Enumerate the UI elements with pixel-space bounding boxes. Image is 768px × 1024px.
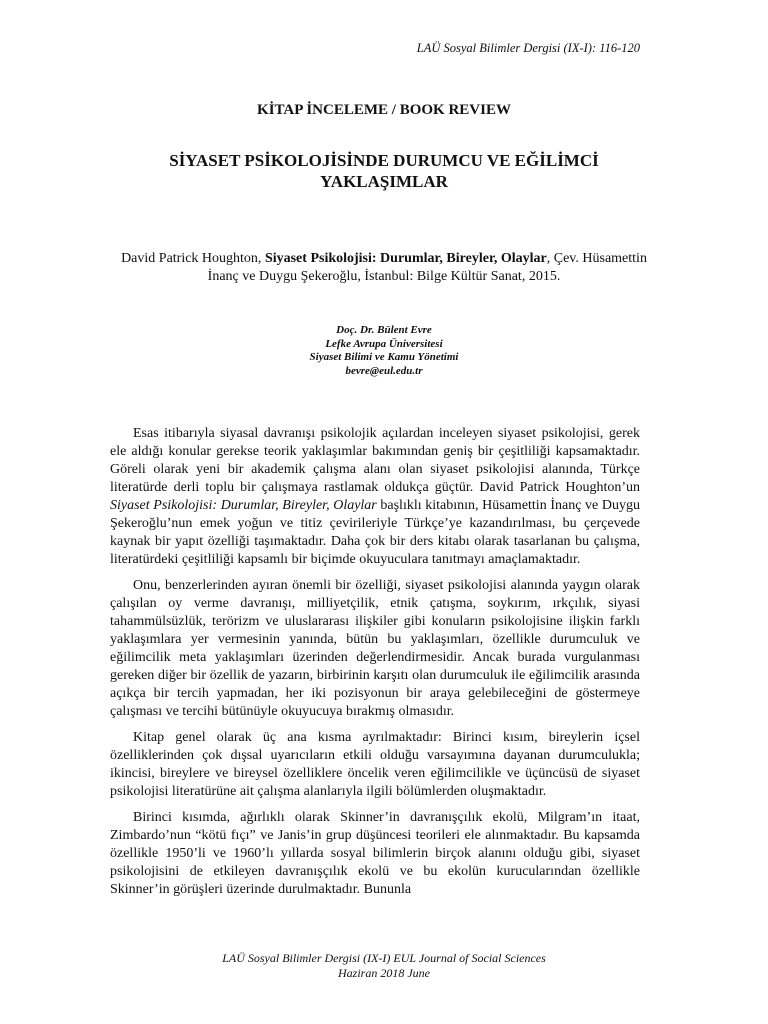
footer-journal: LAÜ Sosyal Bilimler Dergisi (IX-I) EUL Journal of Social Sciences [222,951,546,965]
reviewer-university: Lefke Avrupa Üniversitesi [325,337,443,350]
paragraph-4: Birinci kısımda, ağırlıklı olarak Skinner’in davranışçılık ekolü, Milgram’ın itaat, Zimbardo’nun “kötü fıçı” ve Janis’in grup düşüncesi teorileri ele alınmaktadır. Bu kapsamda özellikle 1950’li ve 1960’lı yıllarda sosyal bilimlerin birçok alanını olduğu gibi, siyaset psikolojisini de etkileyen davranışçılık ekolü ve bu ekolün kurucularından özellikle Skinner’in görüşleri üzerinde durulmaktadır. Bununla [110,810,640,897]
reviewer-department: Siyaset Bilimi ve Kamu Yönetimi [309,351,459,363]
journal-reference: LAÜ Sosyal Bilimler Dergisi (IX-I): 116-120 [416,41,640,55]
paragraph-1-part-b: başlıklı kitabının, Hüsamettin İnanç ve Duygu Şekeroğlu’nun emek yoğun ve titiz çevirileriyle Türkçe’ye kazandırılması, bu çerçevede kaynak bir yapıt özelliği taşımaktadır. Daha çok bir ders kitabı olarak tasarlanan bu çalışma, literatürdeki çeşitliliği kapsamlı bir biçimde okuyuculara tanıtmayı amaçlamaktadır. [110,498,641,567]
paragraph-1-book-title: Siyaset Psikolojisi: Durumlar, Bireyler, Olaylar [110,498,377,513]
article-title [120,150,648,192]
page-footer [0,951,768,981]
paragraph-3: Kitap genel olarak üç ana kısma ayrılmaktadır: Birinci kısım, bireylerin içsel özelliklerinden çok dışsal uyarıcıların etkili olduğu varsayımına dayanan durumculukla; ikincisi, bireylere ve bireysel özelliklere öncelik veren eğilimcilikle ve üçüncüsü de siyaset psikolojisi literatürüne ait çalışma alanlarıyla ilgili bölümlerden oluşmaktadır. [110,730,640,799]
reviewer-name: Doç. Dr. Bülent Evre [336,324,432,336]
footer-date: Haziran 2018 June [338,966,430,980]
title-line-1: SİYASET PSİKOLOJİSİNDE DURUMCU VE EĞİLİMCİ [169,151,599,170]
title-line-2: YAKLAŞIMLAR [320,172,448,191]
citation-author: David Patrick Houghton, [121,251,265,266]
reviewer-email: bevre@eul.edu.tr [345,364,423,377]
citation-details: , Çev. Hüsamettin İnanç ve Duygu Şekeroğlu, İstanbul: Bilge Kültür Sanat, 2015. [207,251,647,284]
book-citation [108,250,660,286]
reviewer-block [0,324,768,378]
paragraph-2: Onu, benzerlerinden ayıran önemli bir özelliği, siyaset psikolojisi alanında yaygın olarak çalışılan oy verme davranışı, milliyetçilik, etnik çatışma, soykırım, ırkçılık, siyasi tahammülsüzlük, terörizm ve uluslararası ilişkiler gibi konuların psikolojisine ilişkin farklı yaklaşımlara yer vermesinin yanında, bütün bu yaklaşımları, özellikle durumculuk ve eğilimcilik meta yaklaşımları üzerinden değerlendirmesidir. Ancak burada vurgulanması gereken diğer bir özellik de yazarın, birbirinin karşıtı olan durumculuk ile eğilimcilik arasında açıkça bir tercih yapmadan, her iki pozisyonun bir araya gelebileceğini de göstermeye çalışması ve tercihi bütünüyle okuyucuya bırakmış olmasıdır. [110,578,640,719]
paragraph-1-part-a: Esas itibarıyla siyasal davranışı psikolojik açılardan inceleyen siyaset psikolojisi, gerek ele aldığı konular gerekse teorik yaklaşımlar bakımından geniş bir çeşitliliği kapsamaktadır. Göreli olarak yeni bir akademik çalışma alanı olan siyaset psikolojisi alanında, Türkçe literatürde derli toplu bir çalışmaya rastlamak oldukça güçtür. David Patrick Houghton’un [110,426,640,495]
section-label: KİTAP İNCELEME / BOOK REVIEW [257,102,511,118]
citation-book-title: Siyaset Psikolojisi: Durumlar, Bireyler, Olaylar [264,251,547,266]
review-body [110,425,640,907]
paragraph-1 [110,425,640,569]
